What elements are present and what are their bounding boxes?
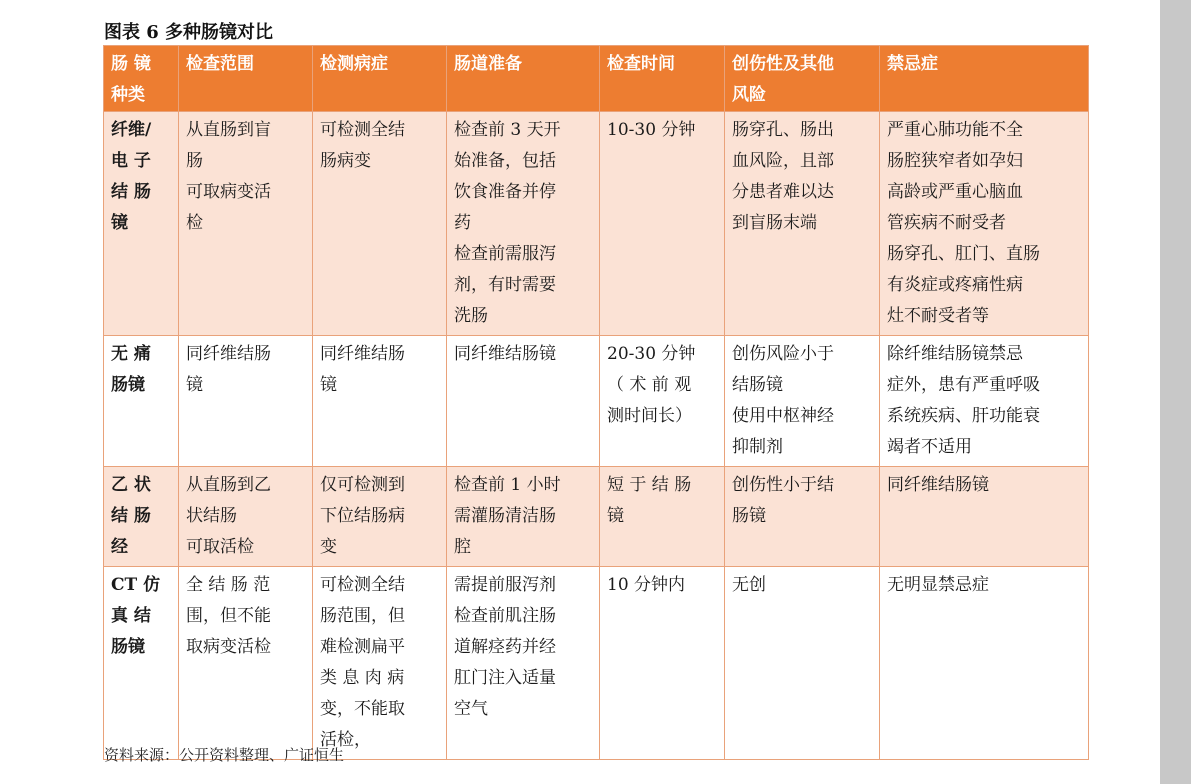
table-cell: 除纤维结肠镜禁忌 症外，患有严重呼吸 系统疾病、肝功能衰 竭者不适用: [880, 336, 1089, 467]
table-cell: 从直肠到乙 状结肠 可取活检: [179, 467, 313, 567]
table-cell: 肠穿孔、肠出 血风险，且部 分患者难以达 到盲肠末端: [725, 112, 880, 336]
table-cell: 严重心肺功能不全 肠腔狭窄者如孕妇 高龄或严重心脑血 管疾病不耐受者 肠穿孔、肛门、直肠 有炎症或疼痛性病 灶不耐受者等: [880, 112, 1089, 336]
table-cell: 短 于 结 肠 镜: [600, 467, 725, 567]
table-cell: 20-30 分钟 （ 术 前 观 测时间长）: [600, 336, 725, 467]
table-cell: 可检测全结 肠范围，但 难检测扁平 类 息 肉 病 变，不能取 活检，: [313, 567, 447, 760]
header-cell: 肠 镜 种类: [104, 46, 179, 112]
table-cell: 10-30 分钟: [600, 112, 725, 336]
table-cell: 同纤维结肠 镜: [313, 336, 447, 467]
table-cell: 无明显禁忌症: [880, 567, 1089, 760]
header-cell: 检查范围: [179, 46, 313, 112]
table-cell: 同纤维结肠镜: [447, 336, 600, 467]
header-row: [104, 46, 1089, 112]
comparison-table: [103, 45, 1089, 760]
table-cell: 纤维/ 电 子 结 肠 镜: [104, 112, 179, 336]
table-cell: 检查前 3 天开 始准备，包括 饮食准备并停 药 检查前需服泻 剂，有时需要 洗肠: [447, 112, 600, 336]
table-cell: 需提前服泻剂 检查前肌注肠 道解痉药并经 肛门注入适量 空气: [447, 567, 600, 760]
header-cell: 检查时间: [600, 46, 725, 112]
header-cell: 检测病症: [313, 46, 447, 112]
table-cell: 乙 状 结 肠 经: [104, 467, 179, 567]
table-cell: 检查前 1 小时 需灌肠清洁肠 腔: [447, 467, 600, 567]
table-cell: 同纤维结肠 镜: [179, 336, 313, 467]
table-cell: 同纤维结肠镜: [880, 467, 1089, 567]
table-row: [104, 567, 1089, 760]
table-row: [104, 112, 1089, 336]
table-row: [104, 336, 1089, 467]
table-cell: 无 痛 肠镜: [104, 336, 179, 467]
table-cell: CT 仿 真 结 肠镜: [104, 567, 179, 760]
header-cell: 禁忌症: [880, 46, 1089, 112]
header-cell: 肠道准备: [447, 46, 600, 112]
table-cell: 无创: [725, 567, 880, 760]
source-note: 资料来源：公开资料整理、广证恒生: [104, 746, 345, 764]
header-cell: 创伤性及其他 风险: [725, 46, 880, 112]
table-cell: 10 分钟内: [600, 567, 725, 760]
table-row: [104, 467, 1089, 567]
table-cell: 全 结 肠 范 围，但不能 取病变活检: [179, 567, 313, 760]
table-cell: 创伤风险小于 结肠镜 使用中枢神经 抑制剂: [725, 336, 880, 467]
table-cell: 从直肠到盲 肠 可取病变活 检: [179, 112, 313, 336]
table-cell: 可检测全结 肠病变: [313, 112, 447, 336]
table-cell: 创伤性小于结 肠镜: [725, 467, 880, 567]
scrollbar[interactable]: [1160, 0, 1191, 784]
table-cell: 仅可检测到 下位结肠病 变: [313, 467, 447, 567]
figure-title: 图表 6 多种肠镜对比: [104, 22, 274, 43]
